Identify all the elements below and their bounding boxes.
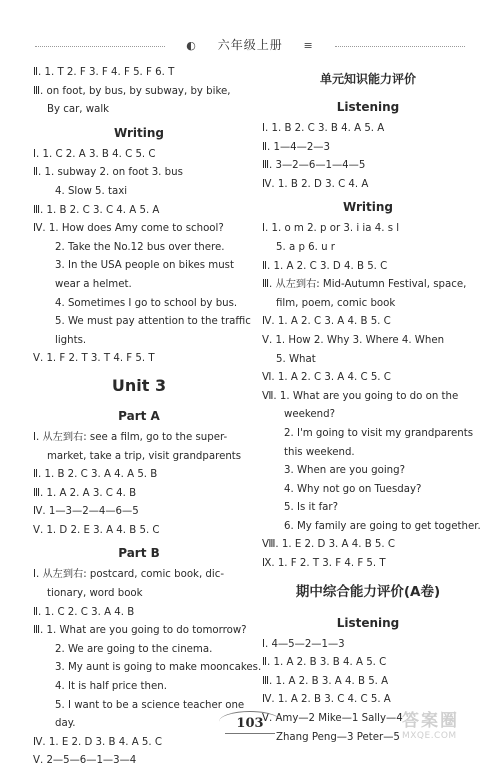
answer-line: Ⅰ. 从左到右: postcard, comic book, dic- — [33, 569, 225, 581]
answer-line: 4. Sometimes I go to school by bus. — [55, 297, 238, 309]
answer-line: Ⅲ. 从左到右: Mid-Autumn Festival, space, — [262, 279, 467, 291]
answer-line: 4. It is half price then. — [55, 681, 167, 693]
header-right-mark: ≡ — [303, 39, 314, 52]
answer-line: Ⅴ. 1. How 2. Why 3. Where 4. When — [262, 334, 445, 346]
answer-line: Ⅰ. 4—5—2—1—3 — [262, 638, 345, 650]
answer-line: Ⅰ. 1. B 2. C 3. B 4. A 5. A — [262, 123, 385, 134]
answer-line: 2. We are going to the cinema. — [55, 643, 213, 655]
answer-line: 3. My aunt is going to make mooncakes. — [55, 662, 262, 674]
answer-line: weekend? — [284, 409, 336, 421]
page-number-arc — [219, 711, 281, 732]
answer-line: 3. In the USA people on bikes must — [55, 260, 234, 272]
answer-line: Ⅳ. 1—3—2—4—6—5 — [33, 506, 139, 518]
answer-line: Ⅱ. 1. A 2. C 3. D 4. B 5. C — [262, 260, 388, 272]
answer-line: 5. Is it far? — [284, 502, 338, 514]
answer-line: wear a helmet. — [55, 278, 132, 290]
answer-line: Ⅲ. 1. A 2. A 3. C 4. B — [33, 487, 137, 499]
header-title: 六年级上册 — [217, 38, 283, 52]
answer-line: 6. My family are going to get together. — [284, 520, 481, 532]
watermark-logo-text: 答案圈 — [402, 711, 459, 731]
answer-line: 4. Slow 5. taxi — [55, 185, 128, 197]
running-header — [0, 36, 500, 56]
answer-line: Ⅸ. 1. F 2. T 3. F 4. F 5. T — [262, 558, 386, 570]
answer-line: market, take a trip, visit grandparents — [47, 450, 242, 462]
answer-line: Ⅴ. Amy—2 Mike—1 Sally—4 — [262, 713, 403, 725]
answer-line: 2. Take the No.12 bus over there. — [55, 241, 225, 253]
answer-line: By car, walk — [47, 104, 110, 116]
section-heading: Listening — [336, 615, 400, 630]
answer-line: Ⅳ. 1. How does Amy come to school? — [33, 223, 224, 235]
answer-line: film, poem, comic book — [276, 297, 396, 309]
answer-line: Ⅳ. 1. E 2. D 3. B 4. A 5. C — [33, 736, 162, 748]
section-heading: Part A — [118, 408, 160, 423]
answer-line: Ⅲ. 1. What are you going to do tomorrow? — [33, 625, 247, 637]
exam-heading: 期中综合能力评价(A卷) — [295, 583, 441, 600]
page-number-badge — [215, 713, 285, 735]
page-number: 103 — [236, 716, 264, 731]
answer-line: 5. What — [276, 353, 316, 365]
header-left-mark: ◐ — [186, 39, 197, 52]
answer-line: 5. I want to be a science teacher one — [55, 699, 245, 711]
unit-heading: Unit 3 — [111, 375, 167, 395]
answer-line: 4. Why not go on Tuesday? — [284, 483, 422, 495]
answer-line: Ⅱ. 1. B 2. C 3. A 4. A 5. B — [33, 469, 158, 481]
answer-line: 5. We must pay attention to the traffic — [55, 316, 251, 328]
answer-line: Ⅲ. 3—2—6—1—4—5 — [262, 160, 366, 172]
answer-line: tionary, word book — [47, 588, 143, 600]
answer-line: lights. — [55, 334, 87, 346]
answer-line: Ⅱ. 1. T 2. F 3. F 4. F 5. F 6. T — [33, 67, 175, 78]
header-dotted-rule-right — [335, 46, 465, 47]
answer-line: this weekend. — [284, 446, 355, 458]
site-watermark — [402, 706, 494, 744]
right-column — [262, 64, 481, 747]
section-heading: Writing — [113, 125, 165, 140]
answer-line: Ⅱ. 1—4—2—3 — [262, 141, 330, 153]
answer-line: Zhang Peng—3 Peter—5 — [276, 731, 400, 743]
answer-line: Ⅲ. 1. B 2. C 3. C 4. A 5. A — [33, 204, 160, 216]
page-number-underline — [225, 733, 275, 734]
answer-line: Ⅴ. 1. D 2. E 3. A 4. B 5. C — [33, 524, 160, 536]
answer-line: 5. a p 6. u r — [276, 241, 335, 253]
answer-line: Ⅰ. 1. o m 2. p or 3. i ia 4. s l — [262, 223, 400, 235]
answer-line: Ⅱ. 1. A 2. B 3. B 4. A 5. C — [262, 657, 387, 669]
answer-line: 2. I'm going to visit my grandparents — [284, 427, 474, 439]
section-heading: Listening — [336, 100, 400, 114]
answer-line: Ⅱ. 1. C 2. C 3. A 4. B — [33, 606, 135, 618]
answer-line: Ⅳ. 1. B 2. D 3. C 4. A — [262, 178, 369, 190]
answer-line: Ⅳ. 1. A 2. B 3. C 4. C 5. A — [262, 694, 391, 706]
answer-line: Ⅲ. 1. A 2. B 3. A 4. B 5. A — [262, 675, 389, 687]
answer-line: Ⅳ. 1. A 2. C 3. A 4. B 5. C — [262, 316, 391, 328]
answer-line: Ⅲ. on foot, by bus, by subway, by bike, — [33, 85, 231, 97]
header-dotted-rule-left — [35, 46, 165, 47]
section-heading-cn: 单元知识能力评价 — [319, 72, 416, 86]
section-heading: Part B — [118, 546, 160, 561]
answer-line: day. — [55, 718, 76, 730]
watermark-url: MXQE.COM — [402, 731, 457, 741]
answer-line: Ⅷ. 1. E 2. D 3. A 4. B 5. C — [262, 539, 395, 551]
answer-line: 3. When are you going? — [284, 465, 405, 477]
answer-line: Ⅰ. 1. C 2. A 3. B 4. C 5. C — [33, 148, 156, 160]
answer-line: Ⅵ. 1. A 2. C 3. A 4. C 5. C — [262, 372, 391, 384]
answer-line: Ⅱ. 1. subway 2. on foot 3. bus — [33, 167, 183, 179]
answer-line: Ⅰ. 从左到右: see a film, go to the super- — [33, 431, 228, 443]
answer-line: Ⅴ. 1. F 2. T 3. T 4. F 5. T — [33, 353, 155, 365]
answer-line: Ⅶ. 1. What are you going to do on the — [262, 390, 459, 402]
section-heading: Writing — [342, 200, 394, 215]
answer-line: Ⅴ. 2—5—6—1—3—4 — [33, 755, 137, 767]
